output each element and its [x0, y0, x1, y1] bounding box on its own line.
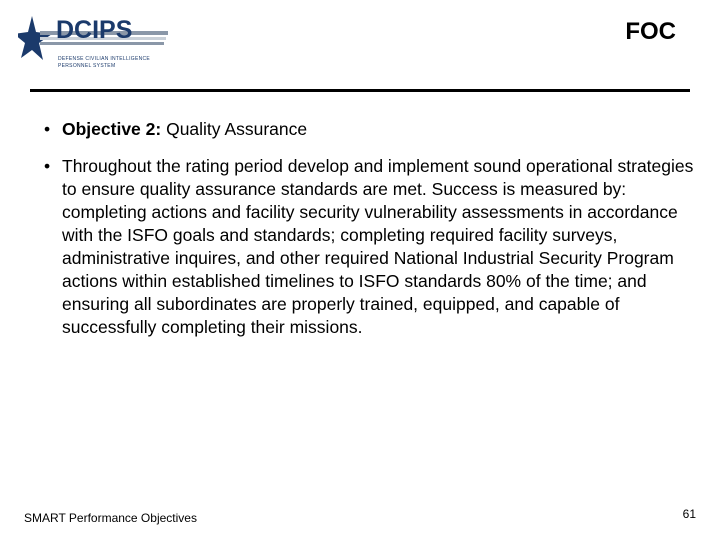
- dcips-logo: [18, 12, 178, 78]
- page-title-foc: FOC: [625, 18, 676, 45]
- logo-wordmark: DCIPS: [56, 16, 133, 44]
- bullet-marker: •: [44, 156, 51, 176]
- bullet-description: [44, 155, 694, 339]
- slide-content: [44, 118, 694, 353]
- page-number: 61: [682, 507, 696, 521]
- header-divider: [30, 89, 690, 92]
- logo-subtitle-line2: PERSONNEL SYSTEM: [58, 62, 116, 69]
- footer-title: SMART Performance Objectives: [24, 511, 197, 525]
- objective-label: Objective 2:: [62, 119, 162, 139]
- description-text: Throughout the rating period develop and implement sound operational strategies to ensure quality assurance standards are met. Success is measured by: completing actions and facility security vulnerability assessments in accordance with the ISFO goals and standards; completing required facility surveys, administrative inquires, and other required National Industrial Security Program actions within established timelines to ISFO standards 80% of the time; and ensuring all subordinates are properly trained, equipped, and capable of successfully completing their missions.: [62, 156, 694, 337]
- logo-subtitle: [58, 56, 150, 69]
- objective-text: Quality Assurance: [161, 119, 308, 139]
- bullet-marker: •: [44, 119, 51, 139]
- bullet-objective: [44, 118, 694, 141]
- logo-subtitle-line1: DEFENSE CIVILIAN INTELLIGENCE: [58, 56, 151, 62]
